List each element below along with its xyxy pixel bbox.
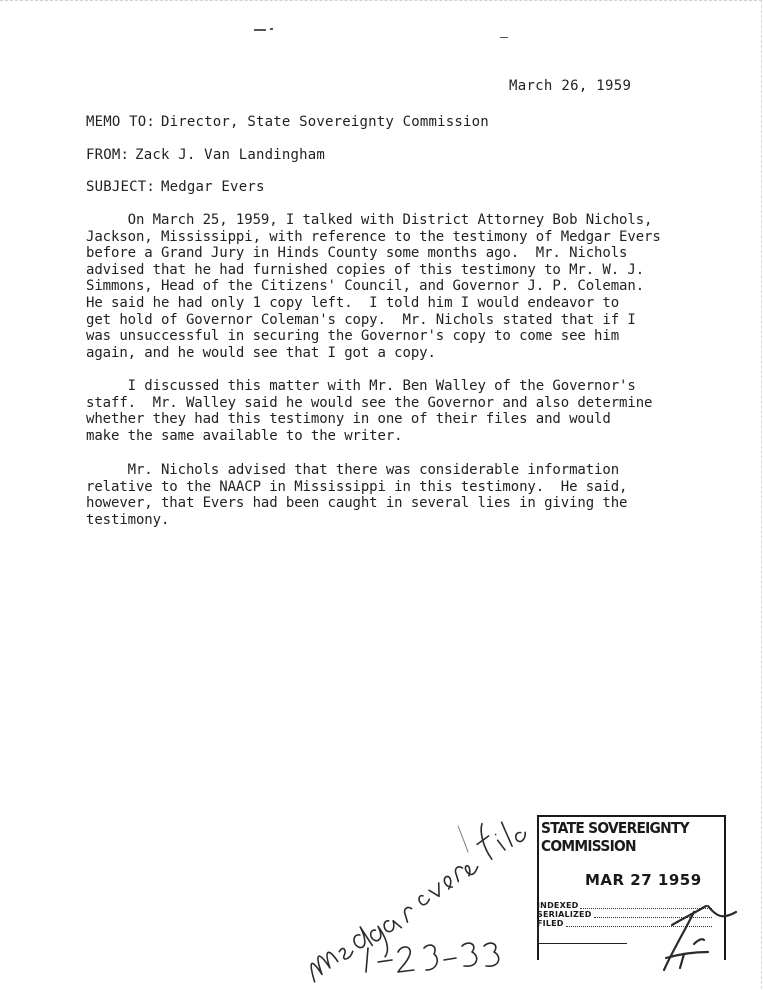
memo-from-label: FROM: <box>86 147 130 163</box>
text-line: Mr. Nichols advised that there was considerable information <box>86 462 620 478</box>
text-line: whether they had this testimony in one of their files and would <box>86 411 611 428</box>
text-line: Simmons, Head of the Citizens' Council, and Governor J. P. Coleman. <box>86 278 645 295</box>
text-line: relative to the NAACP in Mississippi in this testimony. He said, <box>86 478 628 495</box>
text-line: advised that he had furnished copies of this testimony to Mr. W. J. <box>86 261 645 278</box>
text-line: get hold of Governor Coleman's copy. Mr. Nichols stated that if I <box>86 311 636 328</box>
handwritten-initials <box>664 906 736 970</box>
handwritten-note-medgar-evers-file <box>286 808 546 990</box>
text-line: was unsuccessful in securing the Governor's copy to come see him <box>86 328 620 345</box>
text-line: On March 25, 1959, I talked with District Attorney Bob Nichols, <box>86 212 653 228</box>
stamp-field-label: FILED <box>537 919 564 928</box>
stamp-title: STATE SOVEREIGNTY COMMISSION <box>541 819 689 855</box>
pencil-tick-mark <box>458 826 468 852</box>
memo-to-value: Director, State Sovereignty Commission <box>161 114 489 130</box>
stamp-field-label: SERIALIZED <box>537 910 592 919</box>
text-line: before a Grand Jury in Hinds County some months ago. Mr. Nichols <box>86 245 628 262</box>
stamp-field-label: INDEXED <box>537 901 579 910</box>
text-line: Jackson, Mississippi, with reference to the testimony of Medgar Evers <box>86 228 661 245</box>
text-line: staff. Mr. Walley said he would see the Governor and also determine <box>86 394 653 411</box>
memo-from-value: Zack J. Van Landingham <box>135 147 325 163</box>
text-line: testimony. <box>86 511 170 528</box>
handwritten-file-number <box>366 943 499 972</box>
memo-subject-label: SUBJECT: <box>86 179 156 195</box>
text-line: however, that Evers had been caught in several lies in giving the <box>86 495 628 512</box>
text-line: make the same available to the writer. <box>86 427 403 444</box>
memo-subject-value: Medgar Evers <box>161 179 265 195</box>
text-line: I discussed this matter with Mr. Ben Walley of the Governor's <box>86 378 636 394</box>
text-line: He said he had only 1 copy left. I told him I would endeavor to <box>86 294 620 311</box>
text-line: again, and he would see that I got a copy. <box>86 344 436 361</box>
memo-to-label: MEMO TO: <box>86 114 156 130</box>
stamp-date: MAR 27 1959 <box>585 871 702 889</box>
memo-date: March 26, 1959 <box>509 78 632 94</box>
